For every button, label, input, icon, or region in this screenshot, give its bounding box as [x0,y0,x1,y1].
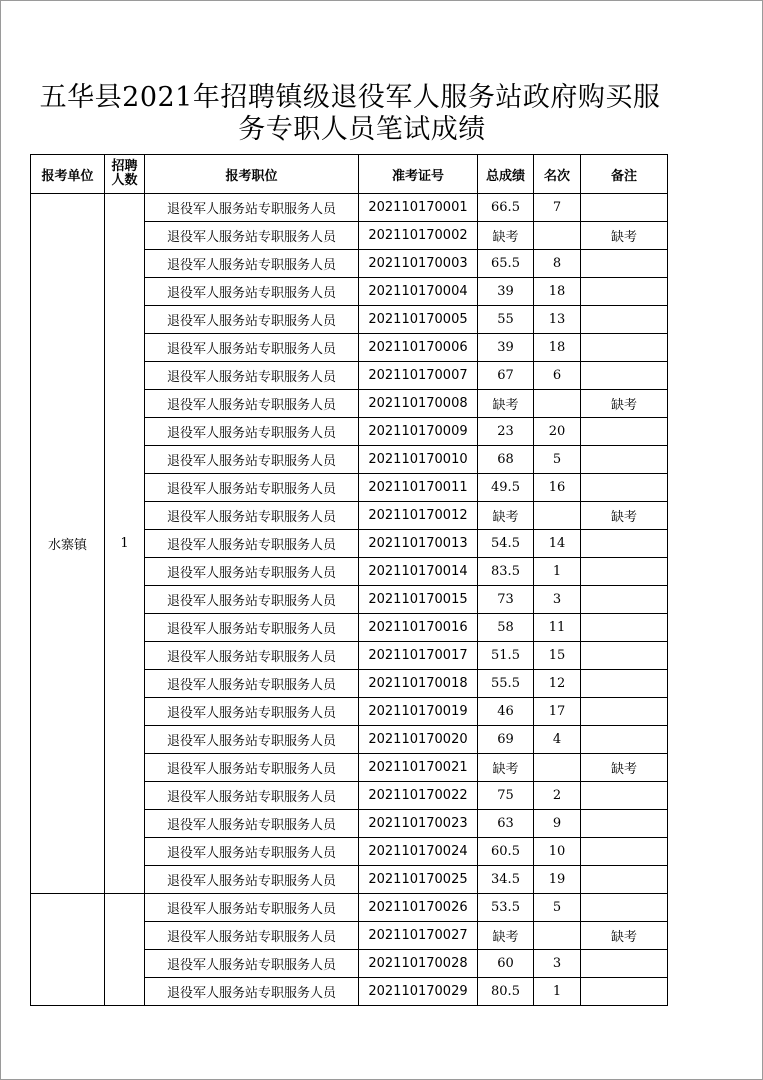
cell-ticket: 202110170014 [359,558,478,586]
cell-unit [31,894,105,1006]
cell-position: 退役军人服务站专职服务人员 [145,418,359,446]
cell-rank: 17 [534,698,581,726]
cell-note [581,474,668,502]
cell-score: 39 [478,278,534,306]
col-header-position: 报考职位 [145,155,359,194]
cell-position: 退役军人服务站专职服务人员 [145,922,359,950]
cell-ticket: 202110170024 [359,838,478,866]
cell-unit: 水寨镇 [31,194,105,894]
cell-ticket: 202110170012 [359,502,478,530]
cell-position: 退役军人服务站专职服务人员 [145,194,359,222]
cell-score: 51.5 [478,642,534,670]
cell-ticket: 202110170023 [359,810,478,838]
cell-position: 退役军人服务站专职服务人员 [145,306,359,334]
cell-rank: 3 [534,586,581,614]
cell-ticket: 202110170020 [359,726,478,754]
cell-ticket: 202110170007 [359,362,478,390]
cell-position: 退役军人服务站专职服务人员 [145,754,359,782]
cell-note [581,866,668,894]
cell-rank: 2 [534,782,581,810]
cell-position: 退役军人服务站专职服务人员 [145,670,359,698]
page-title: 五华县2021年招聘镇级退役军人服务站政府购买服 [39,82,661,113]
cell-note [581,614,668,642]
cell-rank: 11 [534,614,581,642]
cell-score: 67 [478,362,534,390]
cell-note [581,334,668,362]
cell-rank: 5 [534,446,581,474]
cell-ticket: 202110170028 [359,950,478,978]
cell-note [581,950,668,978]
cell-score: 55.5 [478,670,534,698]
cell-score: 80.5 [478,978,534,1006]
cell-position: 退役军人服务站专职服务人员 [145,530,359,558]
cell-position: 退役军人服务站专职服务人员 [145,810,359,838]
cell-rank [534,922,581,950]
cell-rank: 13 [534,306,581,334]
cell-score: 65.5 [478,250,534,278]
score-table [30,154,668,1006]
cell-ticket: 202110170003 [359,250,478,278]
cell-score: 46 [478,698,534,726]
col-header-rank: 名次 [534,155,581,194]
cell-score: 60.5 [478,838,534,866]
cell-rank: 20 [534,418,581,446]
cell-note [581,418,668,446]
cell-note: 缺考 [581,502,668,530]
cell-score: 68 [478,446,534,474]
cell-position: 退役军人服务站专职服务人员 [145,334,359,362]
cell-ticket: 202110170021 [359,754,478,782]
cell-position: 退役军人服务站专职服务人员 [145,474,359,502]
cell-note [581,782,668,810]
cell-ticket: 202110170026 [359,894,478,922]
cell-score: 缺考 [478,502,534,530]
cell-note [581,362,668,390]
col-header-quota-bottom: 人数 [111,173,138,188]
cell-position: 退役军人服务站专职服务人员 [145,642,359,670]
cell-score: 75 [478,782,534,810]
cell-note [581,194,668,222]
cell-ticket: 202110170025 [359,866,478,894]
cell-score: 23 [478,418,534,446]
cell-ticket: 202110170004 [359,278,478,306]
col-header-note: 备注 [581,155,668,194]
cell-score: 63 [478,810,534,838]
cell-score: 66.5 [478,194,534,222]
cell-score: 39 [478,334,534,362]
cell-rank: 16 [534,474,581,502]
cell-note: 缺考 [581,390,668,418]
cell-ticket: 202110170006 [359,334,478,362]
cell-rank: 5 [534,894,581,922]
cell-ticket: 202110170011 [359,474,478,502]
cell-rank: 14 [534,530,581,558]
cell-rank: 7 [534,194,581,222]
cell-quota: 1 [105,194,145,894]
cell-ticket: 202110170013 [359,530,478,558]
cell-position: 退役军人服务站专职服务人员 [145,978,359,1006]
cell-rank: 18 [534,278,581,306]
cell-note [581,894,668,922]
cell-ticket: 202110170018 [359,670,478,698]
cell-ticket: 202110170008 [359,390,478,418]
cell-note [581,306,668,334]
cell-rank: 1 [534,558,581,586]
cell-position: 退役军人服务站专职服务人员 [145,362,359,390]
table-row [31,194,668,222]
cell-note [581,810,668,838]
cell-position: 退役军人服务站专职服务人员 [145,726,359,754]
cell-position: 退役军人服务站专职服务人员 [145,838,359,866]
cell-rank [534,222,581,250]
cell-score: 58 [478,614,534,642]
cell-note [581,446,668,474]
cell-position: 退役军人服务站专职服务人员 [145,250,359,278]
cell-score: 83.5 [478,558,534,586]
cell-quota [105,894,145,1006]
cell-position: 退役军人服务站专职服务人员 [145,698,359,726]
cell-ticket: 202110170022 [359,782,478,810]
cell-score: 缺考 [478,390,534,418]
cell-note: 缺考 [581,754,668,782]
cell-rank [534,390,581,418]
cell-score: 73 [478,586,534,614]
cell-note [581,642,668,670]
cell-position: 退役军人服务站专职服务人员 [145,866,359,894]
table-row [31,894,668,922]
cell-rank [534,502,581,530]
cell-note: 缺考 [581,222,668,250]
cell-note: 缺考 [581,922,668,950]
cell-score: 缺考 [478,754,534,782]
cell-ticket: 202110170005 [359,306,478,334]
col-header-quota [105,155,145,194]
cell-rank: 3 [534,950,581,978]
cell-ticket: 202110170029 [359,978,478,1006]
table-body [31,194,668,1006]
cell-position: 退役军人服务站专职服务人员 [145,950,359,978]
cell-ticket: 202110170017 [359,642,478,670]
cell-note [581,698,668,726]
cell-ticket: 202110170027 [359,922,478,950]
cell-position: 退役军人服务站专职服务人员 [145,502,359,530]
cell-note [581,250,668,278]
cell-rank: 15 [534,642,581,670]
col-header-ticket: 准考证号 [359,155,478,194]
cell-note [581,670,668,698]
cell-note [581,838,668,866]
cell-position: 退役军人服务站专职服务人员 [145,558,359,586]
cell-position: 退役军人服务站专职服务人员 [145,390,359,418]
cell-note [581,530,668,558]
col-header-unit: 报考单位 [31,155,105,194]
cell-rank: 1 [534,978,581,1006]
cell-ticket: 202110170001 [359,194,478,222]
cell-score: 55 [478,306,534,334]
cell-position: 退役军人服务站专职服务人员 [145,222,359,250]
cell-rank: 6 [534,362,581,390]
col-header-score: 总成绩 [478,155,534,194]
cell-ticket: 202110170015 [359,586,478,614]
cell-rank: 10 [534,838,581,866]
cell-ticket: 202110170016 [359,614,478,642]
page-title-continued: 务专职人员笔试成绩 [238,114,486,145]
cell-rank [534,754,581,782]
cell-rank: 18 [534,334,581,362]
cell-score: 54.5 [478,530,534,558]
cell-score: 49.5 [478,474,534,502]
cell-rank: 9 [534,810,581,838]
cell-note [581,278,668,306]
cell-rank: 8 [534,250,581,278]
cell-note [581,978,668,1006]
cell-position: 退役军人服务站专职服务人员 [145,446,359,474]
cell-position: 退役军人服务站专职服务人员 [145,782,359,810]
cell-score: 缺考 [478,922,534,950]
cell-note [581,726,668,754]
cell-rank: 19 [534,866,581,894]
cell-position: 退役军人服务站专职服务人员 [145,614,359,642]
cell-position: 退役军人服务站专职服务人员 [145,586,359,614]
header-row [31,155,668,194]
cell-rank: 12 [534,670,581,698]
cell-position: 退役军人服务站专职服务人员 [145,894,359,922]
cell-rank: 4 [534,726,581,754]
cell-ticket: 202110170009 [359,418,478,446]
cell-ticket: 202110170010 [359,446,478,474]
cell-ticket: 202110170002 [359,222,478,250]
cell-score: 缺考 [478,222,534,250]
col-header-quota-top: 招聘 [111,159,138,174]
cell-score: 34.5 [478,866,534,894]
cell-position: 退役军人服务站专职服务人员 [145,278,359,306]
cell-note [581,558,668,586]
cell-score: 53.5 [478,894,534,922]
cell-note [581,586,668,614]
cell-score: 69 [478,726,534,754]
cell-score: 60 [478,950,534,978]
cell-ticket: 202110170019 [359,698,478,726]
